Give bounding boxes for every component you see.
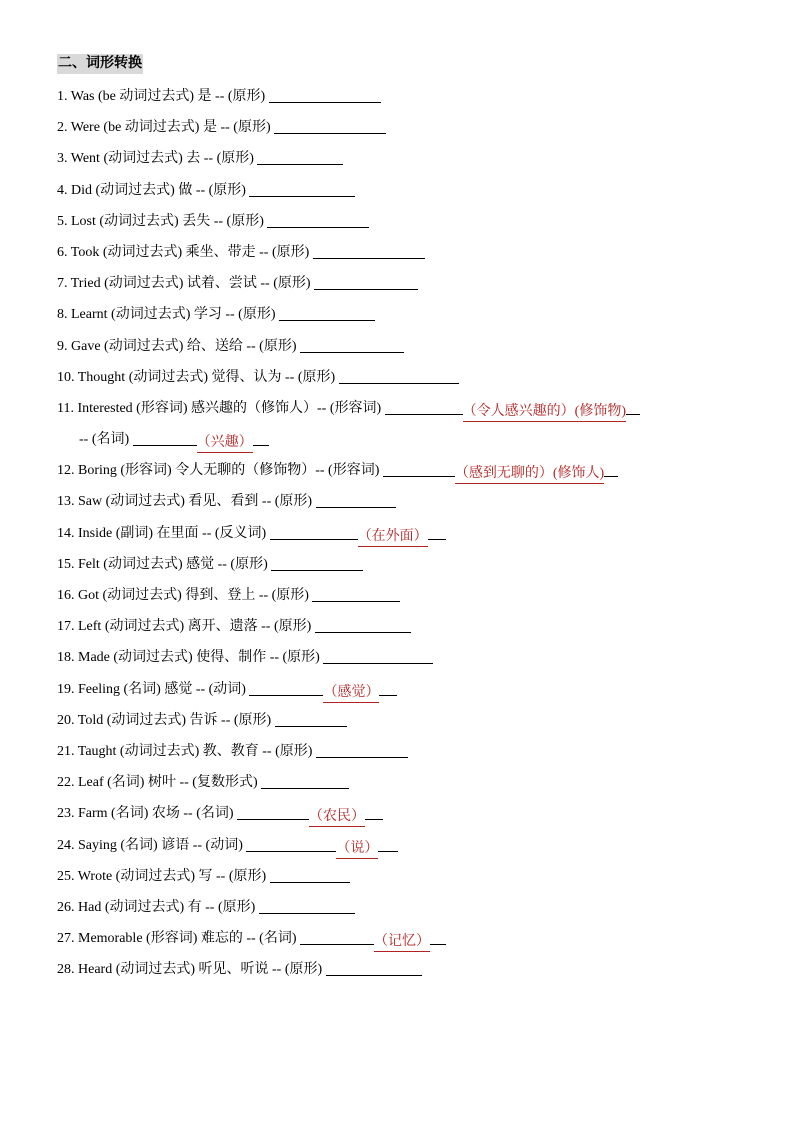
item-prompt: 1. Was (be 动词过去式) 是 -- (原形) [57,89,269,104]
answer-blank[interactable] [274,115,386,134]
answer-blank[interactable] [339,365,459,384]
item-prompt: 13. Saw (动词过去式) 看见、看到 -- (原形) [57,494,316,510]
answer-blank-tail [378,833,398,852]
answer-blank-tail [253,427,269,446]
item-prompt: 27. Memorable (形容词) 难忘的 -- (名词) [57,931,301,947]
item-prompt: 7. Tried (动词过去式) 试着、尝试 -- (原形) [57,276,315,292]
exercise-item [57,708,747,739]
item-prompt: 6. Took (动词过去式) 乘坐、带走 -- (原形) [57,244,313,260]
exercise-list [57,84,747,988]
exercise-item [57,458,747,489]
item-prompt: 11. Interested (形容词) 感兴趣的（修饰人）-- (形容词) [57,400,385,416]
item-prompt: 5. Lost (动词过去式) 丢失 -- (原形) [57,213,268,229]
exercise-item [57,521,747,552]
answer-text: （在外面） [358,528,428,547]
answer-blank[interactable] [237,801,309,820]
exercise-item [57,957,747,988]
answer-blank[interactable] [312,583,400,602]
item-prompt: 18. Made (动词过去式) 使得、制作 -- (原形) [57,650,324,666]
exercise-item [57,614,747,645]
item-prompt: 24. Saying (名词) 谚语 -- (动词) [57,837,247,853]
item-prompt: 2. Were (be 动词过去式) 是 -- (原形) [57,120,275,136]
item-prompt: 16. Got (动词过去式) 得到、登上 -- (原形) [57,588,313,603]
answer-blank-tail [365,801,383,820]
answer-blank[interactable] [257,146,343,165]
answer-blank[interactable] [300,334,404,353]
item-prompt: 22. Leaf (名词) 树叶 -- (复数形式) [57,775,262,791]
answer-text: （感到无聊的）(修饰人) [455,465,604,484]
exercise-item [57,115,747,146]
exercise-item [57,146,747,177]
section-title: 二、词形转换 [57,54,143,74]
answer-text: （令人感兴趣的）(修饰物) [463,403,626,422]
item-prompt: 4. Did (动词过去式) 做 -- (原形) [57,182,250,198]
exercise-item [57,583,747,614]
answer-blank[interactable] [269,84,381,103]
item-prompt: 17. Left (动词过去式) 离开、遗落 -- (原形) [57,619,315,635]
answer-blank[interactable] [267,209,369,228]
item-prompt: 19. Feeling (名词) 感觉 -- (动词) [57,681,250,697]
exercise-item [57,209,747,240]
exercise-item [57,178,747,209]
answer-blank[interactable] [249,677,323,696]
answer-blank-tail [430,926,446,945]
item-prompt: -- (名词) [79,432,133,448]
answer-text: （兴趣） [197,434,253,453]
answer-blank-tail [626,396,640,415]
answer-blank[interactable] [326,957,422,976]
exercise-item [57,84,747,115]
item-prompt: 12. Boring (形容词) 令人无聊的（修饰物）-- (形容词) [57,463,383,479]
answer-blank-tail [379,677,397,696]
exercise-item [57,271,747,302]
answer-blank-tail [604,458,618,477]
item-prompt: 3. Went (动词过去式) 去 -- (原形) [57,151,258,167]
answer-blank[interactable] [133,427,197,446]
item-prompt: 15. Felt (动词过去式) 感觉 -- (原形) [57,556,272,572]
answer-blank-tail [428,521,446,540]
exercise-item [57,677,747,708]
item-prompt: 8. Learnt (动词过去式) 学习 -- (原形) [57,307,280,323]
answer-blank[interactable] [261,770,349,789]
item-prompt: 10. Thought (动词过去式) 觉得、认为 -- (原形) [57,369,339,385]
answer-blank[interactable] [259,895,355,914]
exercise-item [57,739,747,770]
exercise-item [57,240,747,271]
item-prompt: 21. Taught (动词过去式) 教、教育 -- (原形) [57,743,316,759]
answer-blank[interactable] [246,833,336,852]
exercise-item [57,833,747,864]
exercise-item [57,396,747,427]
answer-blank[interactable] [249,178,355,197]
exercise-item-continuation [57,427,747,458]
answer-blank[interactable] [315,614,411,633]
answer-blank[interactable] [323,645,433,664]
answer-text: （记忆） [374,933,430,952]
answer-blank[interactable] [279,302,375,321]
answer-text: （感觉） [323,684,379,703]
answer-blank[interactable] [316,739,408,758]
answer-blank[interactable] [316,489,396,508]
item-prompt: 25. Wrote (动词过去式) 写 -- (原形) [57,868,270,884]
item-prompt: 26. Had (动词过去式) 有 -- (原形) [57,899,259,915]
item-prompt: 23. Farm (名词) 农场 -- (名词) [57,806,238,822]
answer-blank[interactable] [270,864,350,883]
exercise-item [57,334,747,365]
answer-blank[interactable] [271,552,363,571]
exercise-item [57,489,747,520]
exercise-item [57,926,747,957]
answer-blank[interactable] [270,521,358,540]
exercise-item [57,552,747,583]
exercise-item [57,645,747,676]
exercise-item [57,302,747,333]
exercise-item [57,864,747,895]
item-prompt: 28. Heard (动词过去式) 听见、听说 -- (原形) [57,962,326,978]
answer-text: （农民） [309,808,365,827]
exercise-item [57,801,747,832]
item-prompt: 9. Gave (动词过去式) 给、送给 -- (原形) [57,338,301,354]
answer-text: （说） [336,840,378,859]
answer-blank[interactable] [300,926,374,945]
answer-blank[interactable] [313,240,425,259]
answer-blank[interactable] [275,708,347,727]
exercise-item [57,770,747,801]
item-prompt: 14. Inside (副词) 在里面 -- (反义词) [57,525,270,541]
exercise-item [57,365,747,396]
exercise-item [57,895,747,926]
item-prompt: 20. Told (动词过去式) 告诉 -- (原形) [57,712,275,728]
answer-blank[interactable] [385,396,463,415]
answer-blank[interactable] [314,271,418,290]
answer-blank[interactable] [383,458,455,477]
